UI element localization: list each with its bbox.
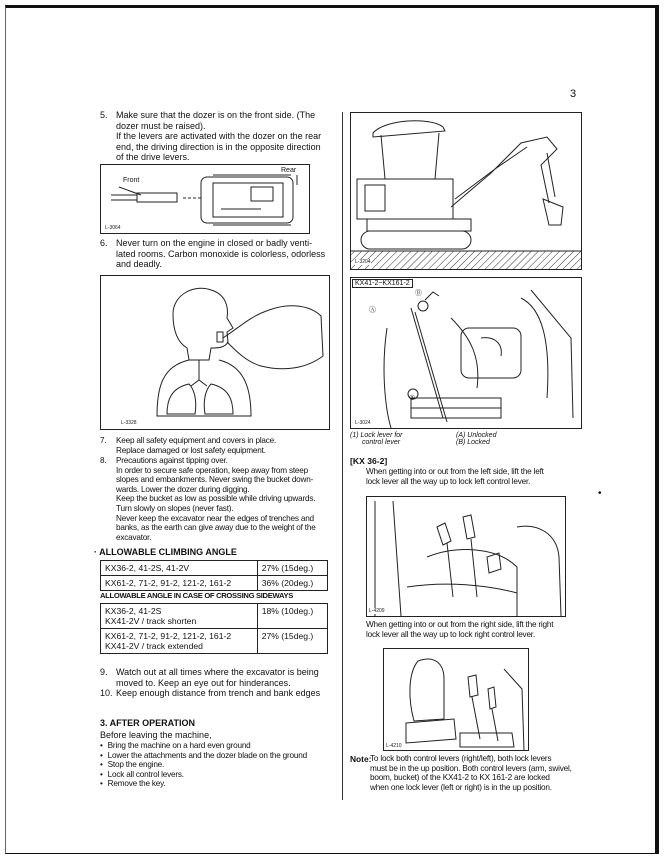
kx36-text: When getting into or out from the left side, lift the left lock lever all the way up to lock left control lever. (366, 467, 544, 486)
note-text: To lock both control levers (right/left), both lock levers must be in the up position. Both control levers (arm, swivel, boom, bucket) of the KX41-2 to KX 161-2 are locked when one lock lever (left or right) is in the up position. (370, 754, 572, 792)
list-item: • Lock all control levers. (100, 769, 184, 779)
excavator-top-view-illustration (101, 165, 309, 233)
table-cell: 18% (10deg.) (257, 604, 327, 629)
note-label: Note: (350, 754, 372, 764)
figure-excavator-side (350, 112, 582, 270)
figure-top-view (100, 164, 310, 234)
item-10-number: 10. (100, 688, 113, 698)
page-number: 3 (570, 88, 577, 100)
table-cell: KX61-2, 71-2, 91-2, 121-2, 161-2 (101, 576, 258, 591)
figure-tag: L-4210 (386, 743, 402, 749)
list-item: • Bring the machine on a hard even ground (100, 741, 251, 750)
marker-b: Ⓑ (415, 290, 422, 297)
climbing-angle-heading: · ALLOWABLE CLIMBING ANGLE (94, 547, 237, 557)
stray-dot: • (598, 488, 602, 499)
caption-states: (A) Unlocked (B) Locked (456, 432, 497, 446)
list-item: • Lower the attachments and the dozer blade on the ground (100, 750, 307, 760)
figure-tag: L-3024 (355, 420, 371, 426)
table-cell: 36% (20deg.) (257, 576, 327, 591)
table-row (101, 576, 328, 591)
right-lever-text: When getting into or out from the right side, lift the right lock lever all the way up to lock right control lever. (366, 620, 554, 639)
list-item: • Remove the key. (100, 779, 166, 789)
marker-a: Ⓐ (369, 307, 376, 314)
table-row (101, 604, 328, 629)
after-operation-heading: 3. AFTER OPERATION (100, 718, 196, 728)
sideways-angle-heading: ALLOWABLE ANGLE IN CASE OF CROSSING SIDEWAYS (100, 591, 293, 600)
head-lungs-illustration (101, 276, 329, 429)
left-lever-illustration (367, 497, 565, 616)
figure-right-lock-lever (383, 648, 529, 751)
lock-lever-illustration (351, 278, 581, 428)
list-item: • Stop the engine. (100, 760, 165, 770)
item-7-number: 7. (100, 436, 107, 445)
right-lever-illustration (384, 649, 528, 750)
after-operation-intro: Before leaving the machine, (100, 730, 212, 740)
figure-tag: L-3204 (355, 259, 371, 265)
figure-lock-lever (350, 277, 582, 429)
item-6-text: Never turn on the engine in closed or badly venti- lated rooms. Carbon monoxide is colorless, odorless and deadly. (116, 238, 326, 269)
item-9-number: 9. (100, 667, 108, 677)
figure-head-lungs (100, 275, 330, 430)
model-label: KX41-2~KX161-2 (352, 279, 413, 288)
figure-tag: L-4209 (369, 608, 385, 614)
column-divider (342, 112, 343, 800)
figure-left-lock-lever (366, 496, 566, 617)
caption-lock-lever: (1) Lock lever for control lever (350, 432, 403, 446)
after-operation-list (100, 741, 336, 789)
item-7-text: Keep all safety equipment and covers in place. Replace damaged or lost safety equipment. (116, 436, 277, 455)
figure-tag: L-3328 (121, 420, 137, 426)
table-row (101, 629, 328, 654)
label-front: Front (123, 177, 140, 184)
item-6-number: 6. (100, 238, 108, 248)
table-cell: KX36-2, 41-2S, 41-2V (101, 561, 258, 576)
table-cell: 27% (15deg.) (257, 629, 327, 654)
sideways-angle-table (100, 603, 328, 654)
label-rear: Rear (281, 167, 297, 174)
table-cell: 27% (15deg.) (257, 561, 327, 576)
item-9-text: Watch out at all times where the excavator is being moved to. Keep an eye out for hinderances. (116, 667, 319, 688)
item-8-text: Precautions against tipping over. In order to secure safe operation, keep away from steep slopes and embankments. Never swing the bucket down- wards. Lower the dozer during digging. Keep the bucket as low as possible while driving upwards. Turn slowly on slopes (never fast). Never keep the excavator near the edges of trenches and banks, as the earth can give away due to the weight of the excavator. (116, 456, 316, 542)
item-5-text: Make sure that the dozer is on the front side. (The dozer must be raised). If the levers are activated with the dozer on the rear end, the driving direction is in the opposite direction of the drive levers. (116, 110, 322, 162)
marker-1: ① (409, 395, 416, 402)
figure-tag: L-3064 (105, 225, 121, 231)
excavator-side-illustration (351, 113, 581, 269)
item-8-number: 8. (100, 456, 107, 465)
climbing-angle-table (100, 560, 328, 591)
table-cell: KX61-2, 71-2, 91-2, 121-2, 161-2 KX41-2V / track extended (101, 629, 258, 654)
item-5-number: 5. (100, 110, 108, 120)
kx36-heading: [KX 36-2] (350, 456, 388, 466)
item-10-text: Keep enough distance from trench and bank edges (116, 688, 321, 698)
table-cell: KX36-2, 41-2S KX41-2V / track shorten (101, 604, 258, 629)
table-row (101, 561, 328, 576)
